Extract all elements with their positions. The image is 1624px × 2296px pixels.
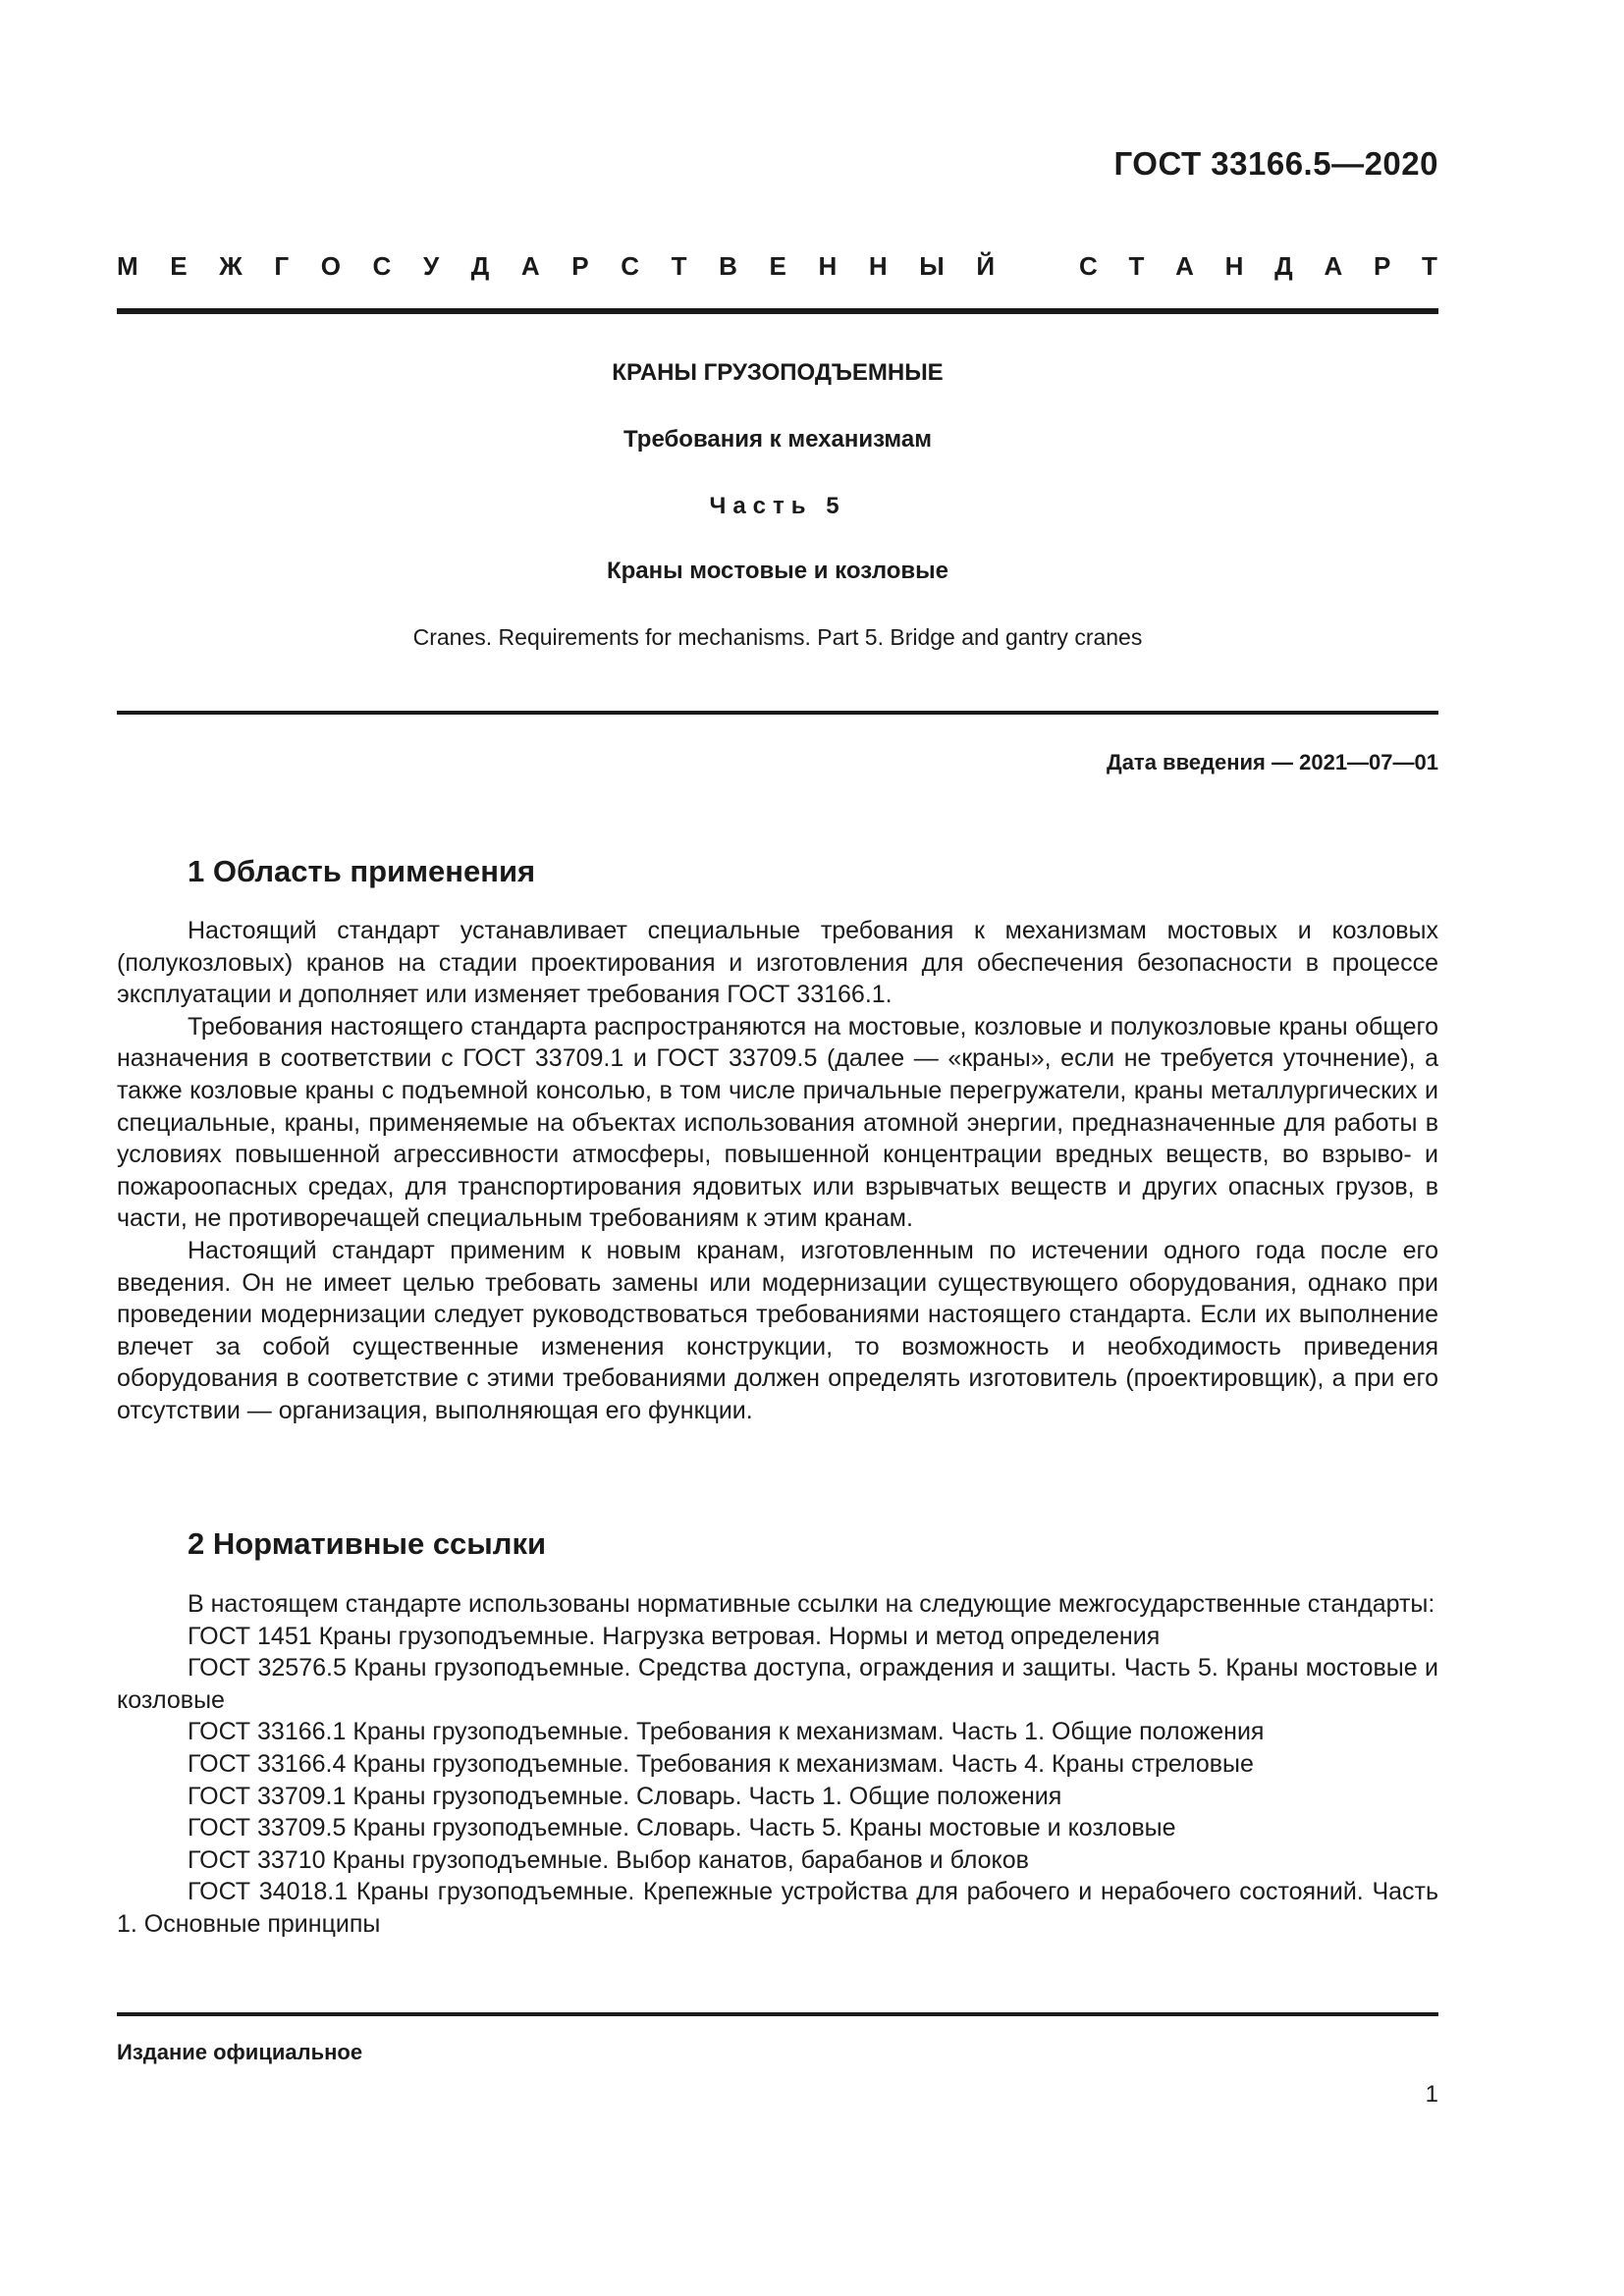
- reference-item: ГОСТ 33709.5 Краны грузоподъемные. Словарь. Часть 5. Краны мостовые и козловые: [188, 1814, 1176, 1842]
- standard-kind-letter: Т: [671, 251, 688, 281]
- standard-kind-letter: Е: [170, 251, 189, 281]
- standard-kind-letter: Н: [868, 251, 889, 281]
- standard-kind-letter: Т: [1128, 251, 1146, 281]
- standard-kind-letter: Н: [818, 251, 839, 281]
- standard-kind-letter: У: [422, 251, 441, 281]
- standard-kind-letter: В: [719, 251, 738, 281]
- standard-kind-word-2: [1079, 251, 1438, 282]
- standard-kind-letter: Т: [1422, 251, 1438, 281]
- title-main: КРАНЫ ГРУЗОПОДЪЕМНЫЕ: [612, 359, 944, 386]
- standard-kind-letter: А: [1175, 251, 1195, 281]
- edition-label: Издание официальное: [117, 2040, 363, 2064]
- section-1-body: [117, 915, 1438, 1427]
- standard-kind-letter: Г: [274, 251, 291, 281]
- reference-item: ГОСТ 33166.1 Краны грузоподъемные. Требования к механизмам. Часть 1. Общие положения: [188, 1718, 1265, 1746]
- section-2-body: [117, 1588, 1438, 1941]
- standard-kind-letter: С: [621, 251, 640, 281]
- title-rule: [117, 711, 1438, 715]
- standard-kind-heading: [117, 251, 1438, 282]
- standard-kind-letter: Й: [976, 251, 996, 281]
- title-part: Часть 5: [709, 493, 846, 519]
- standard-kind-letter: Д: [1274, 251, 1294, 281]
- section-1-paragraph: Требования настоящего стандарта распространяются на мостовые, козловые и полукозловые краны общего назначения в соответствии с ГОСТ 33709.1 и ГОСТ 33709.5 (далее — «краны», если не требуется уточнение), а также козловые краны с подъемной консолью, в том числе причальные перегружатели, краны металлургических и специальные, краны, применяемые на объектах использования атомной энергии, предназначенные для работы в условиях повышенной агрессивности атмосферы, повышенной концентрации вредных веществ, во взрыво- и пожароопасных средах, для транспортирования ядовитых или взрывчатых веществ и других опасных грузов, в части, не противоречащей специальным требованиям к этим кранам.: [117, 1012, 1438, 1233]
- header-rule: [117, 308, 1438, 314]
- reference-item: ГОСТ 33710 Краны грузоподъемные. Выбор канатов, барабанов и блоков: [188, 1845, 1029, 1874]
- section-2-heading: 2 Нормативные ссылки: [188, 1526, 547, 1561]
- standard-number: ГОСТ 33166.5—2020: [1113, 145, 1438, 182]
- section-1-heading: 1 Область применения: [188, 854, 536, 888]
- section-1-paragraph: Настоящий стандарт устанавливает специальные требования к механизмам мостовых и козловых (полукозловых) кранов на стадии проектирования и изготовления для обеспечения безопасности в процессе эксплуатации и дополняет или изменяет требования ГОСТ 33166.1.: [117, 917, 1438, 1009]
- standard-kind-letter: А: [520, 251, 541, 281]
- introduction-date: Дата введения — 2021—07—01: [1107, 750, 1438, 774]
- standard-kind-letter: Д: [470, 251, 491, 281]
- standard-kind-letter: С: [372, 251, 393, 281]
- standard-kind-letter: С: [1079, 251, 1099, 281]
- standard-kind-letter: О: [320, 251, 342, 281]
- reference-item: ГОСТ 33709.1 Краны грузоподъемные. Словарь. Часть 1. Общие положения: [188, 1782, 1062, 1810]
- standard-kind-letter: Е: [769, 251, 787, 281]
- standard-kind-word-1: [117, 251, 996, 282]
- standard-kind-letter: Р: [571, 251, 590, 281]
- page-number: 1: [1425, 2081, 1438, 2108]
- reference-item: ГОСТ 1451 Краны грузоподъемные. Нагрузка ветровая. Нормы и метод определения: [188, 1622, 1161, 1650]
- section-1-paragraph: Настоящий стандарт применим к новым кранам, изготовленным по истечении одного года после его введения. Он не имеет целью требовать замены или модернизации существующего оборудования, однако при проведении модернизации следует руководствоваться требованиями настоящего стандарта. Если их выполнение влечет за собой существенные изменения конструкции, то возможность и необходимость приведения оборудования в соответствие с этими требованиями должен определять изготовитель (проектировщик), а при его отсутствии — организация, выполняющая его функции.: [117, 1236, 1438, 1424]
- title-english: Cranes. Requirements for mechanisms. Part 5. Bridge and gantry cranes: [412, 624, 1143, 650]
- footer-rule: [117, 2012, 1438, 2016]
- standard-kind-letter: Ы: [919, 251, 946, 281]
- title-part-name: Краны мостовые и козловые: [606, 558, 949, 584]
- reference-item: ГОСТ 33166.4 Краны грузоподъемные. Требования к механизмам. Часть 4. Краны стреловые: [188, 1749, 1254, 1778]
- standard-kind-letter: Ж: [219, 251, 244, 281]
- standard-kind-letter: М: [117, 251, 139, 281]
- section-2-intro: В настоящем стандарте использованы нормативные ссылки на следующие межгосударственные стандарты:: [188, 1590, 1435, 1618]
- standard-kind-letter: Р: [1373, 251, 1392, 281]
- standard-kind-letter: Н: [1224, 251, 1245, 281]
- reference-item: ГОСТ 32576.5 Краны грузоподъемные. Средства доступа, ограждения и защиты. Часть 5. Краны мостовые и козловые: [117, 1654, 1438, 1714]
- reference-item: ГОСТ 34018.1 Краны грузоподъемные. Крепежные устройства для рабочего и нерабочего состояний. Часть 1. Основные принципы: [117, 1878, 1438, 1938]
- standard-kind-letter: А: [1324, 251, 1344, 281]
- title-subtitle: Требования к механизмам: [623, 426, 932, 453]
